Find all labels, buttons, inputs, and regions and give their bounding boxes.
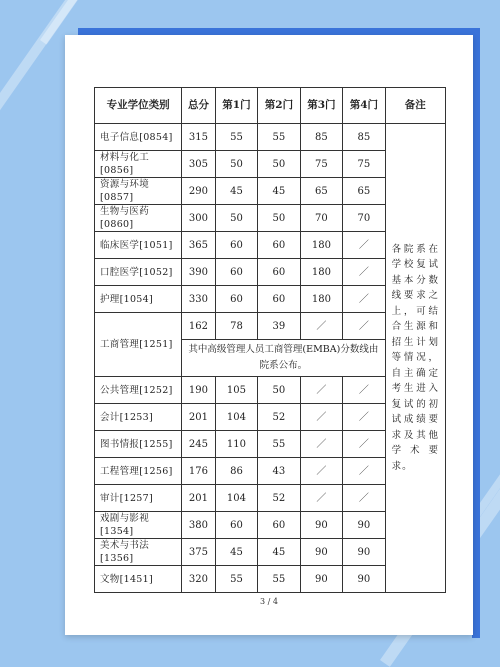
score-s1: 45: [215, 178, 257, 205]
score-s2: 52: [258, 485, 300, 512]
program-name: 公共管理[1252]: [95, 377, 182, 404]
header-total: 总分: [182, 88, 216, 124]
score-s4: ／: [343, 404, 385, 431]
score-s2: 55: [258, 431, 300, 458]
score-s4: ／: [343, 286, 385, 313]
score-s1: 55: [215, 566, 257, 593]
program-name: 图书情报[1255]: [95, 431, 182, 458]
score-s3: ／: [300, 377, 342, 404]
score-s4: 70: [343, 205, 385, 232]
table-header-row: [95, 88, 446, 124]
program-name: 临床医学[1051]: [95, 232, 182, 259]
score-s2: 50: [258, 151, 300, 178]
score-s3: 180: [300, 286, 342, 313]
score-s2: 55: [258, 124, 300, 151]
page-number: 3 / 4: [260, 597, 278, 606]
score-s2: 55: [258, 566, 300, 593]
score-s4: ／: [343, 458, 385, 485]
score-s3: 90: [300, 512, 342, 539]
score-total: 162: [182, 313, 216, 340]
score-s4: ／: [343, 485, 385, 512]
score-total: 290: [182, 178, 216, 205]
score-s4: ／: [343, 232, 385, 259]
score-s3: 180: [300, 259, 342, 286]
score-table: [94, 87, 446, 593]
score-total: 315: [182, 124, 216, 151]
table-row: [95, 124, 446, 151]
score-total: 190: [182, 377, 216, 404]
score-total: 380: [182, 512, 216, 539]
header-subject-2: 第2门: [258, 88, 300, 124]
score-total: 176: [182, 458, 216, 485]
program-name: 工商管理[1251]: [95, 313, 182, 377]
score-s3: 65: [300, 178, 342, 205]
score-total: 201: [182, 404, 216, 431]
program-name: 材料与化工[0856]: [95, 151, 182, 178]
score-total: 305: [182, 151, 216, 178]
score-s3: ／: [300, 431, 342, 458]
score-s1: 60: [215, 232, 257, 259]
document-page: [65, 35, 473, 635]
score-total: 330: [182, 286, 216, 313]
header-category: 专业学位类别: [95, 88, 182, 124]
score-s4: 90: [343, 512, 385, 539]
program-name: 生物与医药[0860]: [95, 205, 182, 232]
score-total: 201: [182, 485, 216, 512]
score-s2: 43: [258, 458, 300, 485]
score-s4: 85: [343, 124, 385, 151]
score-s3: 85: [300, 124, 342, 151]
score-s2: 45: [258, 178, 300, 205]
score-s1: 110: [215, 431, 257, 458]
score-s1: 78: [215, 313, 257, 340]
score-s1: 55: [215, 124, 257, 151]
program-name: 审计[1257]: [95, 485, 182, 512]
remarks-cell: 各院系在学校复试基本分数线要求之上，可结合生源和招生计划等情况，自主确定考生进入复试的初试成绩要求及其他学术要求。: [385, 124, 445, 593]
program-name: 护理[1054]: [95, 286, 182, 313]
score-s3: 90: [300, 539, 342, 566]
score-s2: 50: [258, 377, 300, 404]
score-s2: 45: [258, 539, 300, 566]
program-name: 电子信息[0854]: [95, 124, 182, 151]
emba-note: 其中高级管理人员工商管理(EMBA)分数线由院系公布。: [182, 340, 385, 377]
score-s3: 70: [300, 205, 342, 232]
score-s1: 60: [215, 259, 257, 286]
score-s2: 60: [258, 259, 300, 286]
decorative-blue-bar: [472, 28, 480, 638]
score-total: 245: [182, 431, 216, 458]
score-s1: 50: [215, 205, 257, 232]
header-subject-4: 第4门: [343, 88, 385, 124]
score-s3: ／: [300, 313, 342, 340]
score-s1: 60: [215, 512, 257, 539]
program-name: 会计[1253]: [95, 404, 182, 431]
score-total: 320: [182, 566, 216, 593]
score-s3: ／: [300, 458, 342, 485]
score-s3: 180: [300, 232, 342, 259]
score-s2: 52: [258, 404, 300, 431]
score-s3: 90: [300, 566, 342, 593]
score-s4: 65: [343, 178, 385, 205]
score-s3: ／: [300, 404, 342, 431]
score-s1: 86: [215, 458, 257, 485]
program-name: 文物[1451]: [95, 566, 182, 593]
score-total: 300: [182, 205, 216, 232]
score-s4: 90: [343, 539, 385, 566]
score-s4: ／: [343, 377, 385, 404]
header-subject-3: 第3门: [300, 88, 342, 124]
score-s2: 60: [258, 512, 300, 539]
score-s3: 75: [300, 151, 342, 178]
score-s2: 60: [258, 286, 300, 313]
score-s1: 104: [215, 485, 257, 512]
score-s4: 90: [343, 566, 385, 593]
score-s1: 45: [215, 539, 257, 566]
score-total: 365: [182, 232, 216, 259]
score-s4: ／: [343, 259, 385, 286]
score-total: 375: [182, 539, 216, 566]
score-s4: 75: [343, 151, 385, 178]
score-s1: 50: [215, 151, 257, 178]
header-note: 备注: [385, 88, 445, 124]
score-total: 390: [182, 259, 216, 286]
score-s2: 60: [258, 232, 300, 259]
program-name: 工程管理[1256]: [95, 458, 182, 485]
header-subject-1: 第1门: [215, 88, 257, 124]
program-name: 美术与书法[1356]: [95, 539, 182, 566]
score-s2: 39: [258, 313, 300, 340]
score-s1: 60: [215, 286, 257, 313]
score-s1: 104: [215, 404, 257, 431]
score-s4: ／: [343, 313, 385, 340]
program-name: 口腔医学[1052]: [95, 259, 182, 286]
score-s3: ／: [300, 485, 342, 512]
score-s4: ／: [343, 431, 385, 458]
score-s2: 50: [258, 205, 300, 232]
score-s1: 105: [215, 377, 257, 404]
program-name: 资源与环境[0857]: [95, 178, 182, 205]
program-name: 戏剧与影视[1354]: [95, 512, 182, 539]
